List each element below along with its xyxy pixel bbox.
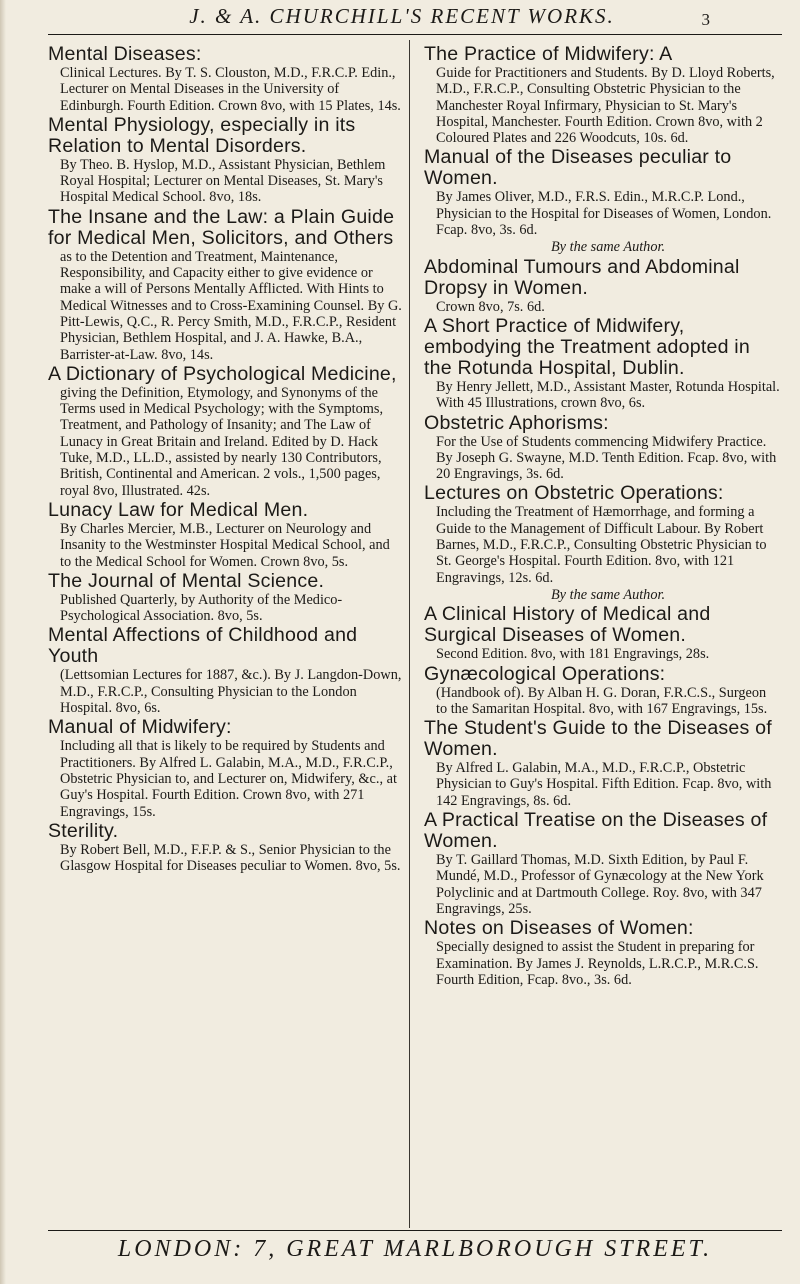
- book-title: A Practical Treatise on the Diseases of Women.: [424, 809, 768, 853]
- running-title: J. & A. CHURCHILL'S RECENT WORKS.: [189, 4, 615, 28]
- book-title: The Journal of Mental Science.: [48, 569, 325, 592]
- header-rule: [48, 34, 782, 35]
- book-entry: [424, 918, 780, 988]
- book-description: (Handbook of). By Alban H. G. Doran, F.R.C.S., Surgeon to the Samaritan Hospital. 8vo, with 167 Engravings, 15s.: [436, 684, 768, 717]
- page-edge-shadow: [0, 0, 6, 1284]
- book-title: Manual of Midwifery:: [48, 716, 232, 739]
- book-description: Including all that is likely to be required by Students and Practitioners. By Alfred L. Galabin, M.A., M.D., F.R.C.P., Obstetric Physician to, and Lecturer on, Midwifery, &c., at Guy's Hospital. Fourth Edition. Crown 8vo, with 271 Engravings, 15s.: [60, 738, 397, 820]
- book-entry: [424, 604, 780, 662]
- book-entry: [424, 718, 780, 809]
- book-description: By Alfred L. Galabin, M.A., M.D., F.R.C.P., Obstetric Physician to Guy's Hospital. Fifth Edition. Fcap. 8vo, with 142 Engravings, 8s. 6d.: [436, 760, 772, 809]
- book-description: (Lettsomian Lectures for 1887, &c.). By J. Langdon-Down, M.D., F.R.C.P., Consulting Physician to the London Hospital. 8vo, 6s.: [60, 667, 402, 717]
- book-entry: [424, 147, 780, 238]
- book-title: Gynæcological Operations:: [424, 662, 666, 685]
- book-description: as to the Detention and Treatment, Maintenance, Responsibility, and Capacity either to give evidence or make a will of Persons Mentally Afflicted. With Hints to Medical Witnesses and to Cross-Examining Counsel. By G. Pitt-Lewis, Q.C., R. Percy Smith, M.D., F.R.C.P., Resident Physician, Bethlem Hospital, and J. A. Hawke, B.A., Barrister-at-Law. 8vo, 14s.: [60, 248, 402, 363]
- book-description: giving the Definition, Etymology, and Synonyms of the Terms used in Medical Psychology; with the Symptoms, Treatment, and Pathology of Insanity; and The Law of Lunacy in Great Britain and Ireland. Edited by D. Hack Tuke, M.D., LL.D., assisted by nearly 130 Contributors, British, Continental and American. 2 vols., 1,500 pages, royal 8vo, Illustrated. 42s.: [60, 384, 384, 499]
- book-entry: [48, 115, 404, 206]
- book-description: By Charles Mercier, M.B., Lecturer on Neurology and Insanity to the Westminster Hospital Medical School, and to the Medical School for Women. Crown 8vo, 5s.: [60, 520, 390, 570]
- book-title: Mental Affections of Childhood and Youth: [48, 624, 358, 668]
- book-description: By Theo. B. Hyslop, M.D., Assistant Physician, Bethlem Royal Hospital; Lecturer on Mental Diseases, St. Mary's Hospital Medical School. 8vo, 18s.: [60, 156, 386, 206]
- book-entry: [48, 364, 404, 499]
- book-description: By T. Gaillard Thomas, M.D. Sixth Edition, by Paul F. Mundé, M.D., Professor of Gynæcology at the New York Polyclinic and at Dartmouth College. Roy. 8vo, with 347 Engravings, 25s.: [436, 852, 764, 917]
- book-description: For the Use of Students commencing Midwifery Practice. By Joseph G. Swayne, M.D. Tenth Edition. Fcap. 8vo, with 20 Engravings, 3s. 6d.: [436, 433, 777, 483]
- book-title: Notes on Diseases of Women:: [424, 917, 694, 940]
- book-title: Obstetric Aphorisms:: [424, 411, 609, 434]
- book-title: The Insane and the Law: a Plain Guide for Medical Men, Solicitors, and Others: [48, 205, 395, 249]
- book-title: The Practice of Midwifery: A: [424, 43, 673, 65]
- book-description: By the same Author.: [550, 586, 666, 603]
- book-title: Lunacy Law for Medical Men.: [48, 498, 309, 521]
- book-description: Specially designed to assist the Student in preparing for Examination. By James J. Reynolds, L.R.C.P., M.R.C.S. Fourth Edition, Fcap. 8vo., 3s. 6d.: [436, 939, 759, 988]
- page-number: 3: [701, 10, 712, 29]
- book-entry: [424, 413, 780, 483]
- book-entry: [48, 717, 404, 819]
- right-column: [424, 44, 780, 989]
- book-entry: [48, 625, 404, 716]
- book-description: Second Edition. 8vo, with 181 Engravings, 28s.: [436, 646, 710, 663]
- book-description: By Robert Bell, M.D., F.F.P. & S., Senior Physician to the Glasgow Hospital for Diseases peculiar to Women. 8vo, 5s.: [60, 841, 401, 875]
- book-entry: [424, 316, 780, 412]
- book-title: Lectures on Obstetric Operations:: [424, 482, 724, 505]
- book-title: Mental Diseases:: [48, 43, 202, 65]
- book-description: By the same Author.: [550, 239, 666, 256]
- book-entry: [424, 257, 780, 315]
- book-title: Sterility.: [48, 819, 119, 842]
- book-title: Manual of the Diseases peculiar to Women.: [424, 146, 732, 190]
- book-entry: [48, 821, 404, 875]
- book-title: The Student's Guide to the Diseases of Women.: [424, 717, 772, 761]
- book-entry: [48, 571, 404, 625]
- book-entry: [424, 664, 780, 718]
- book-description: Guide for Practitioners and Students. By D. Lloyd Roberts, M.D., F.R.C.P., Consulting Obstetric Physician to the Manchester Royal Infirmary, Physician to St. Mary's Hospital, Manchester. Fourth Edition. Crown 8vo, with 2 Coloured Plates and 226 Woodcuts, 10s. 6d.: [436, 65, 775, 147]
- book-title: A Dictionary of Psychological Medicine,: [48, 362, 397, 385]
- book-entry: [424, 44, 780, 146]
- footer-rule: [48, 1230, 782, 1231]
- book-description: Including the Treatment of Hæmorrhage, and forming a Guide to the Management of Difficult Labour. By Robert Barnes, M.D., F.R.C.P., Consulting Obstetric Physician to St. George's Hospital. Fourth Edition. 8vo, with 121 Engravings, 12s. 6d.: [436, 504, 767, 586]
- running-header: [52, 4, 752, 44]
- book-entry: [424, 483, 780, 585]
- book-entry: [424, 810, 780, 917]
- book-description: By Henry Jellett, M.D., Assistant Master, Rotunda Hospital. With 45 Illustrations, crown 8vo, 6s.: [436, 378, 780, 412]
- book-description: Crown 8vo, 7s. 6d.: [436, 298, 545, 315]
- book-entry: [48, 207, 404, 363]
- book-description: Published Quarterly, by Authority of the Medico-Psychological Association. 8vo, 5s.: [60, 591, 343, 625]
- book-description: By James Oliver, M.D., F.R.S. Edin., M.R.C.P. Lond., Physician to the Hospital for Diseases of Women, London. Fcap. 8vo, 3s. 6d.: [436, 189, 772, 239]
- footer-imprint: LONDON: 7, GREAT MARLBOROUGH STREET.: [117, 1236, 713, 1262]
- book-entry: [48, 500, 404, 570]
- column-divider: [409, 40, 410, 1228]
- book-title: A Clinical History of Medical and Surgical Diseases of Women.: [424, 603, 711, 647]
- book-description: Clinical Lectures. By T. S. Clouston, M.D., F.R.C.P. Edin., Lecturer on Mental Diseases in the University of Edinburgh. Fourth Edition. Crown 8vo, with 15 Plates, 14s.: [60, 65, 401, 114]
- book-title: Mental Physiology, especially in its Relation to Mental Disorders.: [48, 113, 356, 157]
- book-entry: [424, 239, 780, 255]
- book-entry: [424, 587, 780, 603]
- book-title: A Short Practice of Midwifery, embodying the Treatment adopted in the Rotunda Hospital, Dublin.: [424, 314, 750, 379]
- left-column: [48, 44, 404, 875]
- book-entry: [48, 44, 404, 114]
- book-title: Abdominal Tumours and Abdominal Dropsy in Women.: [424, 255, 740, 299]
